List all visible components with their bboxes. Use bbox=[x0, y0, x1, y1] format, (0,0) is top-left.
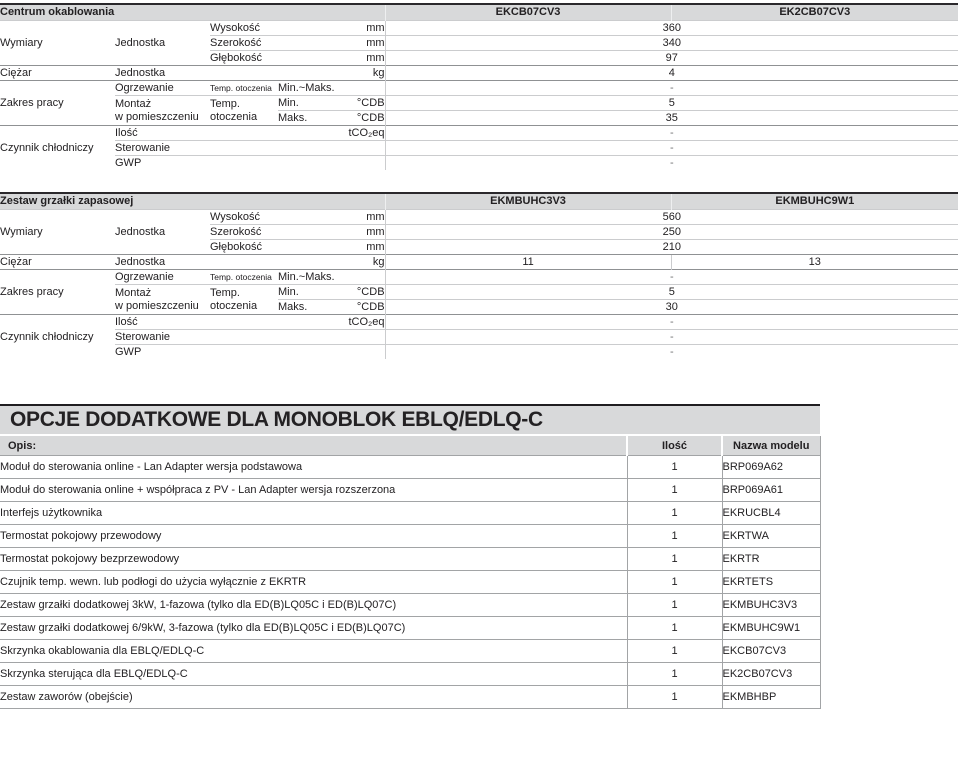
group-label: Ciężar bbox=[0, 255, 115, 270]
unit-label: mm bbox=[330, 225, 385, 240]
option-description: Skrzynka sterująca dla EBLQ/EDLQ-C bbox=[0, 663, 627, 686]
row-label: Głębokość bbox=[210, 240, 330, 255]
option-model: EKMBUHC9W1 bbox=[722, 617, 820, 640]
row-label: Temp. otoczenia bbox=[210, 270, 278, 285]
spec-table-title: Centrum okablowania bbox=[0, 4, 385, 21]
unit-label: mm bbox=[330, 210, 385, 225]
value-cell: 13 bbox=[671, 255, 958, 270]
unit-label: mm bbox=[330, 36, 385, 51]
table-row bbox=[0, 663, 820, 686]
option-quantity: 1 bbox=[627, 525, 722, 548]
options-table bbox=[0, 436, 821, 709]
option-quantity: 1 bbox=[627, 479, 722, 502]
value-cell: 340 bbox=[385, 36, 958, 51]
unit-label: tCO₂eq bbox=[210, 315, 385, 330]
group-label: Zakres pracy bbox=[0, 270, 115, 315]
option-description: Interfejs użytkownika bbox=[0, 502, 627, 525]
row-label: Wysokość bbox=[210, 210, 330, 225]
value-cell: - bbox=[385, 141, 958, 156]
option-quantity: 1 bbox=[627, 594, 722, 617]
row-label: Maks. bbox=[278, 111, 330, 126]
option-model: EKRTETS bbox=[722, 571, 820, 594]
row-label: Min. bbox=[278, 96, 330, 111]
row-label: Temp. otoczenia bbox=[210, 96, 278, 126]
table-row bbox=[0, 315, 958, 330]
option-description: Moduł do sterowania online + współpraca z PV - Lan Adapter wersja rozszerzona bbox=[0, 479, 627, 502]
value-cell: - bbox=[385, 270, 958, 285]
row-label: Jednostka bbox=[115, 210, 210, 255]
model-column-header: EKMBUHC3V3 bbox=[385, 193, 671, 210]
options-section-title: OPCJE DODATKOWE DLA MONOBLOK EBLQ/EDLQ-C bbox=[0, 404, 820, 434]
unit-label: tCO₂eq bbox=[210, 126, 385, 141]
table-row bbox=[0, 502, 820, 525]
spec-table-title: Zestaw grzałki zapasowej bbox=[0, 193, 385, 210]
group-label: Zakres pracy bbox=[0, 81, 115, 126]
option-quantity: 1 bbox=[627, 686, 722, 709]
table-row bbox=[0, 617, 820, 640]
option-model: BRP069A62 bbox=[722, 456, 820, 479]
unit-label: mm bbox=[330, 21, 385, 36]
unit-label: mm bbox=[330, 51, 385, 66]
row-label: Szerokość bbox=[210, 36, 330, 51]
spec-table-wiring-centre bbox=[0, 3, 958, 170]
table-row bbox=[0, 571, 820, 594]
unit-label: kg bbox=[210, 66, 385, 81]
value-cell: 11 bbox=[385, 255, 671, 270]
table-row bbox=[0, 594, 820, 617]
table-row bbox=[0, 330, 958, 345]
option-model: EKMBHBP bbox=[722, 686, 820, 709]
option-quantity: 1 bbox=[627, 617, 722, 640]
value-cell: 560 bbox=[385, 210, 958, 225]
value-cell: 5 bbox=[385, 285, 958, 300]
value-cell: 97 bbox=[385, 51, 958, 66]
table-row bbox=[0, 270, 958, 285]
option-model: EKRTWA bbox=[722, 525, 820, 548]
value-cell: - bbox=[385, 330, 958, 345]
option-model: EK2CB07CV3 bbox=[722, 663, 820, 686]
spec-header-row bbox=[0, 4, 958, 21]
unit-label: °CDB bbox=[330, 285, 385, 300]
option-description: Skrzynka okablowania dla EBLQ/EDLQ-C bbox=[0, 640, 627, 663]
row-label: Montaż w pomieszczeniu bbox=[115, 96, 210, 126]
row-label: Jednostka bbox=[115, 255, 210, 270]
option-quantity: 1 bbox=[627, 502, 722, 525]
row-label: Ogrzewanie bbox=[115, 270, 210, 285]
row-label: Min. bbox=[278, 285, 330, 300]
table-row bbox=[0, 548, 820, 571]
unit-label: °CDB bbox=[330, 96, 385, 111]
option-model: EKRUCBL4 bbox=[722, 502, 820, 525]
table-row bbox=[0, 640, 820, 663]
table-row bbox=[0, 156, 958, 171]
row-label: Jednostka bbox=[115, 66, 210, 81]
value-cell: 250 bbox=[385, 225, 958, 240]
value-cell: - bbox=[385, 315, 958, 330]
unit-label: °CDB bbox=[330, 111, 385, 126]
option-quantity: 1 bbox=[627, 548, 722, 571]
row-label: Min.~Maks. bbox=[278, 270, 385, 285]
option-model: EKMBUHC3V3 bbox=[722, 594, 820, 617]
row-label: Ilość bbox=[115, 315, 210, 330]
unit-label: mm bbox=[330, 240, 385, 255]
option-quantity: 1 bbox=[627, 640, 722, 663]
row-label: Głębokość bbox=[210, 51, 330, 66]
spec-header-row bbox=[0, 193, 958, 210]
table-row bbox=[0, 686, 820, 709]
row-label: Sterowanie bbox=[115, 141, 385, 156]
table-row bbox=[0, 210, 958, 225]
row-label: Ogrzewanie bbox=[115, 81, 210, 96]
value-cell: - bbox=[385, 126, 958, 141]
value-cell: 210 bbox=[385, 240, 958, 255]
options-section bbox=[0, 404, 820, 709]
table-row bbox=[0, 141, 958, 156]
table-row bbox=[0, 255, 958, 270]
table-row bbox=[0, 66, 958, 81]
table-row bbox=[0, 21, 958, 36]
table-row bbox=[0, 81, 958, 96]
group-label: Czynnik chłodniczy bbox=[0, 315, 115, 360]
row-label: Min.~Maks. bbox=[278, 81, 385, 96]
value-cell: 4 bbox=[385, 66, 958, 81]
group-label: Wymiary bbox=[0, 21, 115, 66]
spec-table-backup-heater bbox=[0, 192, 958, 359]
row-label: Wysokość bbox=[210, 21, 330, 36]
value-cell: 30 bbox=[385, 300, 958, 315]
option-description: Moduł do sterowania online - Lan Adapter wersja podstawowa bbox=[0, 456, 627, 479]
model-column-header: EKMBUHC9W1 bbox=[671, 193, 958, 210]
unit-label: °CDB bbox=[330, 300, 385, 315]
option-description: Termostat pokojowy bezprzewodowy bbox=[0, 548, 627, 571]
value-cell: 5 bbox=[385, 96, 958, 111]
row-label: Szerokość bbox=[210, 225, 330, 240]
option-quantity: 1 bbox=[627, 571, 722, 594]
table-row bbox=[0, 345, 958, 360]
row-label: Sterowanie bbox=[115, 330, 385, 345]
value-cell: 360 bbox=[385, 21, 958, 36]
value-cell: - bbox=[385, 345, 958, 360]
options-header-row bbox=[0, 436, 820, 456]
table-row bbox=[0, 525, 820, 548]
option-description: Termostat pokojowy przewodowy bbox=[0, 525, 627, 548]
option-quantity: 1 bbox=[627, 663, 722, 686]
value-cell: - bbox=[385, 156, 958, 171]
table-row bbox=[0, 126, 958, 141]
table-row bbox=[0, 456, 820, 479]
option-description: Zestaw grzałki dodatkowej 6/9kW, 3-fazowa (tylko dla ED(B)LQ05C i ED(B)LQ07C) bbox=[0, 617, 627, 640]
option-model: EKCB07CV3 bbox=[722, 640, 820, 663]
option-description: Zestaw grzałki dodatkowej 3kW, 1-fazowa (tylko dla ED(B)LQ05C i ED(B)LQ07C) bbox=[0, 594, 627, 617]
option-description: Zestaw zaworów (obejście) bbox=[0, 686, 627, 709]
row-label: Montaż w pomieszczeniu bbox=[115, 285, 210, 315]
table-row bbox=[0, 285, 958, 300]
value-cell: - bbox=[385, 81, 958, 96]
row-label: GWP bbox=[115, 345, 385, 360]
quantity-column-header: Ilość bbox=[627, 436, 722, 456]
group-label: Wymiary bbox=[0, 210, 115, 255]
option-quantity: 1 bbox=[627, 456, 722, 479]
model-column-header: EKCB07CV3 bbox=[385, 4, 671, 21]
row-label: Temp. otoczenia bbox=[210, 285, 278, 315]
model-column-header: EK2CB07CV3 bbox=[671, 4, 958, 21]
option-model: EKRTR bbox=[722, 548, 820, 571]
row-label: Temp. otoczenia bbox=[210, 81, 278, 96]
unit-label: kg bbox=[210, 255, 385, 270]
model-name-column-header: Nazwa modelu bbox=[722, 436, 820, 456]
table-row bbox=[0, 479, 820, 502]
row-label: Ilość bbox=[115, 126, 210, 141]
row-label: GWP bbox=[115, 156, 385, 171]
option-model: BRP069A61 bbox=[722, 479, 820, 502]
table-row bbox=[0, 96, 958, 111]
group-label: Ciężar bbox=[0, 66, 115, 81]
row-label: Jednostka bbox=[115, 21, 210, 66]
option-description: Czujnik temp. wewn. lub podłogi do użycia wyłącznie z EKRTR bbox=[0, 571, 627, 594]
row-label: Maks. bbox=[278, 300, 330, 315]
description-column-header: Opis: bbox=[0, 436, 627, 456]
value-cell: 35 bbox=[385, 111, 958, 126]
group-label: Czynnik chłodniczy bbox=[0, 126, 115, 171]
